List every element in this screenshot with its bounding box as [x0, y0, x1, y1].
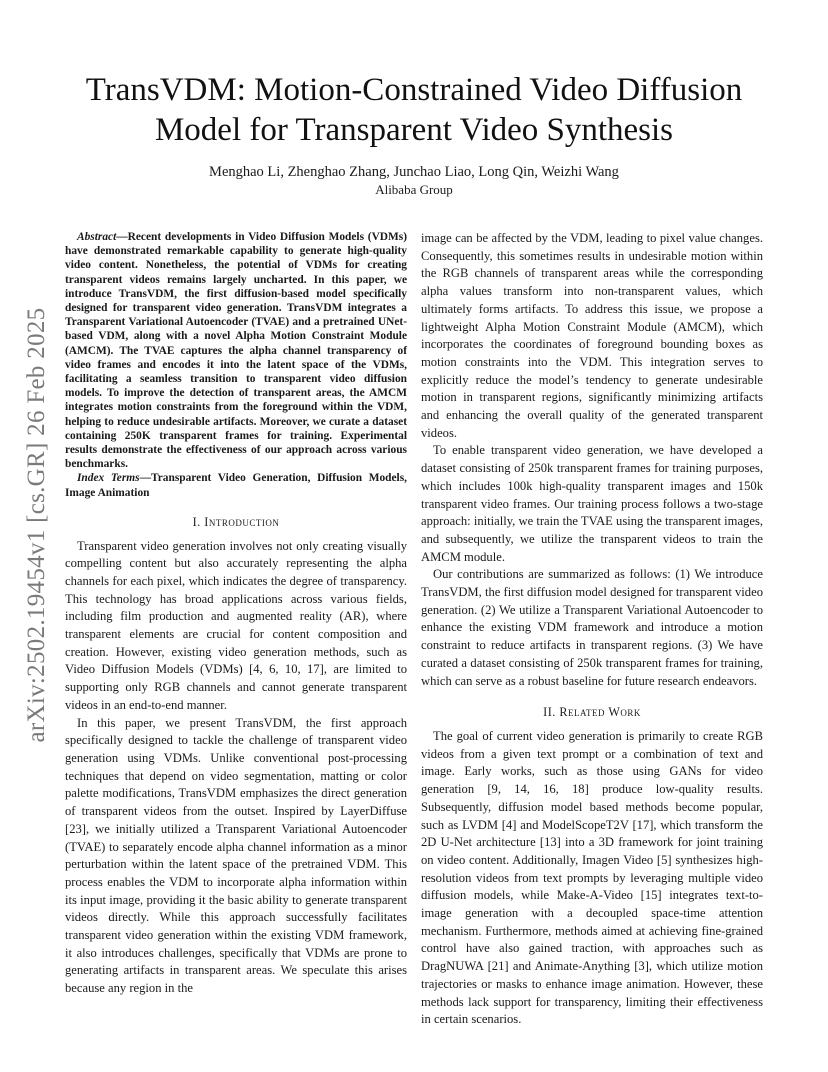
index-terms — [65, 471, 407, 499]
intro-paragraph-2: In this paper, we present TransVDM, the first approach specifically designed to tackle the challenge of transparent video generation using VDMs. Unlike conventional post-processing techniques that depend on video segmentation, matting or color palette modifications, TransVDM emphasizes the direct generation of transparent videos from the outset. Inspired by LayerDiffuse [23], we initially utilized a Transparent Variational Autoencoder (TVAE) to separately encode alpha channel information as a minor perturbation within the latent space of the pretrained VDM. This process enables the VDM to incorporate alpha information within its input image, providing it the basic ability to generate transparent videos directly. While this approach successfully facilitates transparent video generation within the existing VDM framework, it also introduces challenges, specifically that VDMs are prone to generating artifacts in transparent areas. We speculate this arises because any region in the — [65, 715, 407, 996]
related-work-paragraph-1: The goal of current video generation is primarily to create RGB videos from a given text prompt or a combination of text and image. Early works, such as those using GANs for video generation [9, 14, 16, 18] produce low-quality results. Subsequently, diffusion model based methods become popular, such as LVDM [4] and ModelScopeT2V [17], which transform the 2D U-Net architecture [13] into a 3D framework for joint training on video content. Additionally, Imagen Video [5] synthesizes high-resolution videos from text prompts by leveraging multiple video diffusion models, while Make-A-Video [15] integrates text-to-image generation with a decoupled space-time attention mechanism. Furthermore, methods aimed at achieving fine-grained control have also gained traction, with approaches such as DragNUWA [21] and Animate-Anything [3], which utilize motion trajectories or masks to enhance image animation. However, these methods lack support for transparency, limiting their effectiveness in certain scenarios. — [421, 728, 763, 1027]
index-terms-text: —Transparent Video Generation, Diffusion Models, Image Animation — [65, 472, 407, 499]
section-title: Introduction — [204, 514, 280, 529]
section-heading-introduction — [65, 514, 407, 532]
title-line-1: TransVDM: Motion-Constrained Video Diffusion — [85, 72, 743, 108]
section-number: II. — [543, 705, 556, 720]
abstract-text: —Recent developments in Video Diffusion Models (VDMs) have demonstrated remarkable capability to generate high-quality video content. Nonetheless, the potential of VDMs for creating transparent videos remains largely uncharted. In this paper, we introduce TransVDM, the first diffusion-based model specifically designed for transparent video generation. TransVDM integrates a Transparent Variational Autoencoder (TVAE) and a pretrained UNet-based VDM, along with a novel Alpha Motion Constraint Module (AMCM). The TVAE captures the alpha channel transparency of video frames and encodes it into the latent space of the VDMs, facilitating a seamless transition to transparent video diffusion models. To improve the detection of transparent areas, the AMCM integrates motion constraints from the foreground within the VDM, helping to reduce undesirable artifacts. Moreover, we curate a dataset containing 250K transparent frames for training. Experimental results demonstrate the effectiveness of our approach across various benchmarks. — [65, 231, 407, 471]
affiliation: Alibaba Group — [375, 182, 453, 197]
section-heading-related-work — [421, 704, 763, 722]
title-line-2: Model for Transparent Video Synthesis — [154, 112, 674, 148]
intro-paragraph-1: Transparent video generation involves not only creating visually compelling content but also accurately representing the alpha channels for each pixel, which indicates the degree of transparency. This technology has broad applications across various fields, including film production and augmented reality (AR), where transparent elements are crucial for content composition and creation. However, existing video generation methods, such as Video Diffusion Models (VDMs) [4, 6, 10, 17], are limited to supporting only RGB channels and cannot generate transparent videos in an end-to-end manner. — [65, 538, 407, 712]
abstract — [65, 230, 407, 471]
index-terms-label: Index Terms — [77, 472, 140, 485]
arxiv-identifier-text: arXiv:2502.19454v1 [cs.GR] 26 Feb 2025 — [23, 307, 50, 743]
abstract-label: Abstract — [77, 231, 117, 243]
intro-paragraph-2-continued: image can be affected by the VDM, leading to pixel value changes. Consequently, this sometimes results in undesirable motion within the RGB channels of transparent areas while the corresponding alpha values transform into non-transparent values, which ultimately forms artifacts. To address this issue, we propose a lightweight Alpha Motion Constraint Module (AMCM), which incorporates the coordinates of foreground bounding boxes as motion constraints into the VDM. This integration serves to explicitly reduce the model’s tendency to generate undesirable motion in transparent regions, significantly minimizing artifacts and enhancing the overall quality of the generated transparent videos. — [421, 231, 763, 440]
right-column — [421, 230, 763, 1029]
author-list: Menghao Li, Zhenghao Zhang, Junchao Liao, Long Qin, Weizhi Wang — [209, 164, 619, 180]
intro-paragraph-4: Our contributions are summarized as follows: (1) We introduce TransVDM, the first diffusion model designed for transparent video generation. (2) We utilize a Transparent Variational Autoencoder to enhance the existing VDM framework and introduce a motion constraint to reduce artifacts in transparent regions. (3) We have curated a dataset consisting of 250k transparent frames for training, which can serve as a robust baseline for future research endeavors. — [421, 567, 763, 688]
intro-paragraph-3: To enable transparent video generation, we have developed a dataset consisting of 250k transparent frames for training purposes, which includes 100k high-quality transparent images and 150k transparent video frames. Our training process follows a two-stage approach: initially, we train the TVAE using the transparent images, and subsequently, we utilize the transparent videos to train the AMCM module. — [421, 443, 763, 564]
section-number: I. — [192, 514, 201, 529]
paper-title — [60, 70, 768, 150]
section-title: Related Work — [559, 705, 641, 720]
left-column — [65, 230, 407, 998]
arxiv-identifier — [22, 290, 52, 760]
